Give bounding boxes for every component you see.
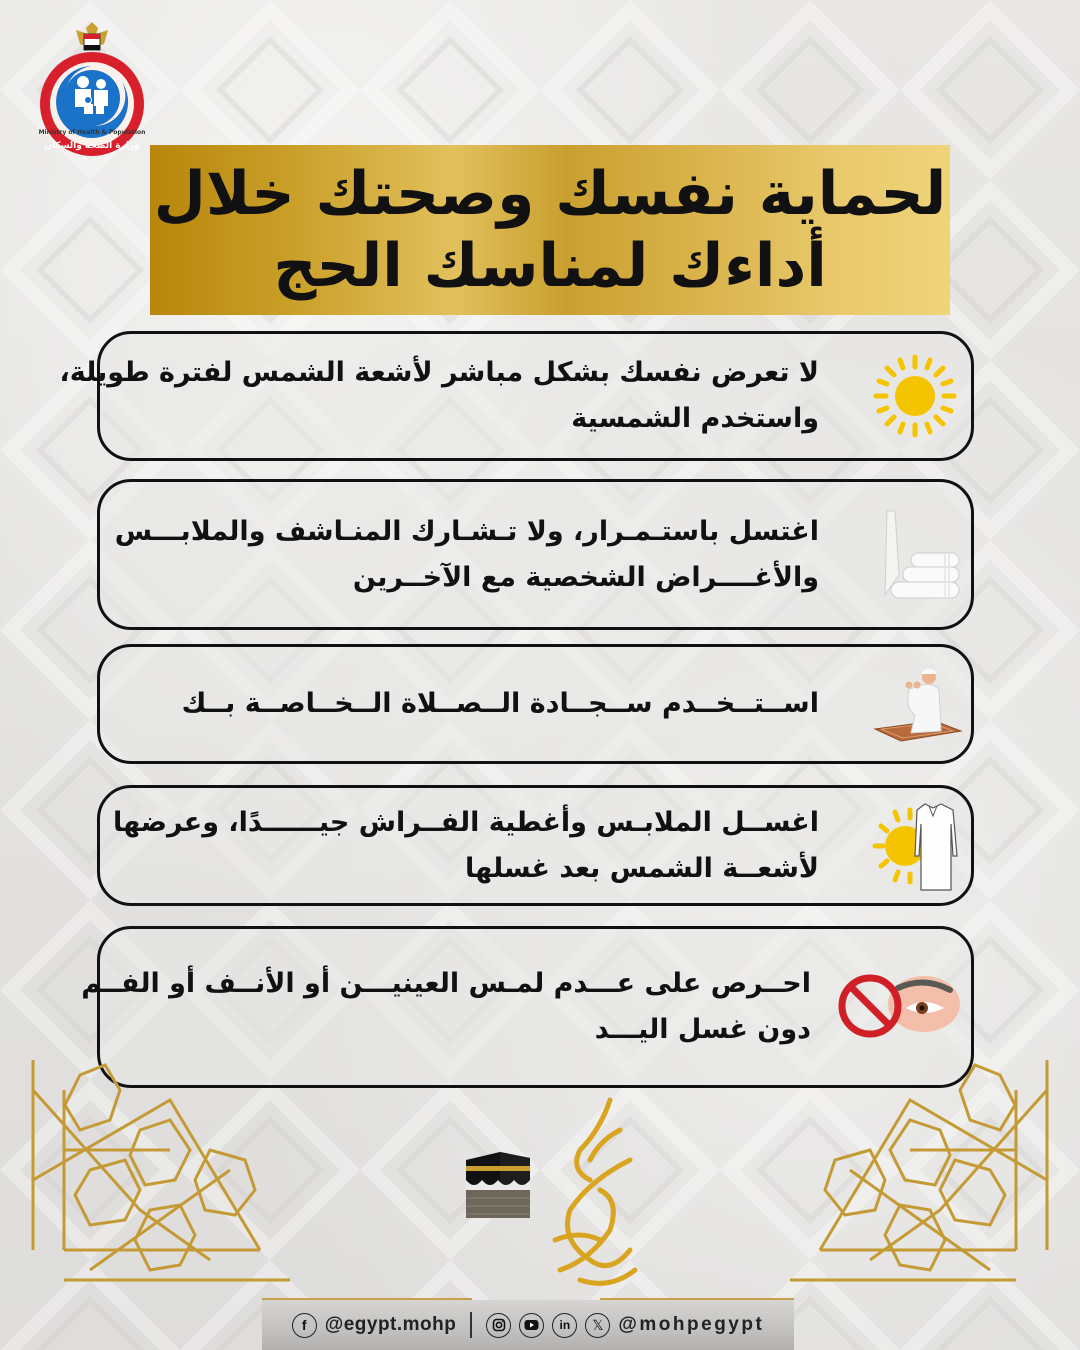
kaaba-icon bbox=[466, 1152, 530, 1218]
tip-text bbox=[41, 961, 831, 1053]
tip-line: لا تعرض نفسك بشكل مباشر لأشعة الشمس لفترة طويلة، bbox=[59, 357, 819, 388]
title-line-1: لحماية نفسك وصحتك خلال bbox=[153, 159, 947, 229]
tip-card-bathing-towels bbox=[97, 479, 974, 630]
svg-text:Ministry of Health & Populatio: Ministry of Health & Population bbox=[38, 129, 146, 136]
tip-line: اســتــخــدم ســجــادة الــصــلاة الــخــاصــة بــك bbox=[181, 688, 819, 719]
svg-text:وزارة الصحة والسكان: وزارة الصحة والسكان bbox=[44, 141, 140, 151]
title-banner bbox=[150, 145, 950, 315]
geometric-ornament-right bbox=[790, 1060, 1050, 1290]
eagle-emblem-icon bbox=[76, 22, 108, 50]
title-line-2: أداءك لمناسك الحج bbox=[273, 231, 827, 301]
prayer-mat-icon bbox=[859, 659, 971, 749]
tip-line: واستخدم الشمسية bbox=[571, 403, 819, 434]
tip-text bbox=[19, 350, 859, 442]
facebook-handle[interactable]: @egypt.mohp bbox=[324, 1314, 457, 1335]
mohpegypt-handle[interactable]: @mohpegypt bbox=[618, 1314, 765, 1335]
sun-icon bbox=[859, 351, 971, 441]
footer-divider bbox=[470, 1312, 472, 1338]
tip-text bbox=[100, 681, 859, 727]
tip-text bbox=[75, 509, 859, 601]
tip-card-sun-exposure bbox=[59, 331, 974, 461]
x-icon[interactable]: 𝕏 bbox=[585, 1313, 610, 1338]
tip-line: اغتسل باستـمـرار، ولا تـشـارك المنـاشف والملابـــس bbox=[114, 515, 819, 547]
ministry-logo bbox=[28, 20, 156, 158]
tip-line: لأشعــة الشمس بعد غسلها bbox=[465, 852, 819, 884]
tip-line: والأغــــراض الشخصية مع الآخــرين bbox=[352, 561, 819, 593]
hajj-mabroor-calligraphy-icon bbox=[555, 1100, 635, 1283]
tip-text bbox=[73, 800, 859, 892]
tip-line: دون غسل اليـــد bbox=[594, 1014, 811, 1045]
youtube-icon[interactable] bbox=[519, 1313, 544, 1338]
tip-line: احــرص على عـــدم لمـس العينيـــن أو الأنــف أو الفــم bbox=[81, 968, 811, 999]
no-touching-eyes-icon bbox=[831, 962, 971, 1052]
tip-line: اغســل الملابـس وأغطية الفــراش جيــــــدًا، وعرضها bbox=[112, 806, 819, 838]
tip-card-prayer-mat bbox=[97, 644, 974, 764]
towels-icon bbox=[859, 505, 971, 605]
footer-social-bar bbox=[262, 1300, 794, 1350]
tip-card-wash-clothes bbox=[97, 785, 974, 906]
linkedin-icon[interactable]: in bbox=[552, 1313, 577, 1338]
instagram-icon[interactable] bbox=[486, 1313, 511, 1338]
facebook-icon[interactable]: f bbox=[292, 1313, 317, 1338]
clothes-in-sun-icon bbox=[859, 796, 971, 896]
geometric-ornament-left bbox=[30, 1060, 290, 1290]
kaaba-calligraphy-art bbox=[460, 1090, 660, 1290]
